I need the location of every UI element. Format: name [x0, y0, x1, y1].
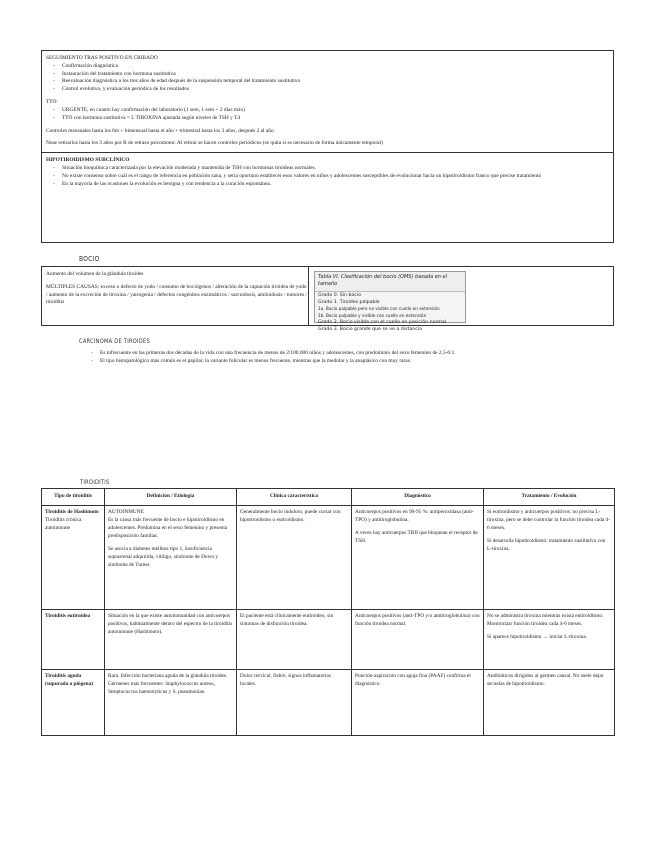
- bocio-box: [41, 266, 614, 333]
- tto-label: TTO:: [46, 99, 58, 106]
- col-header: Clínica característica: [237, 489, 352, 506]
- col-header: Tipo de tiroiditis: [42, 489, 105, 506]
- cell-diagnostico: [352, 506, 484, 610]
- trat-line: Si aparece hipotiroidismo → iniciar L-tiroxina.: [487, 633, 588, 640]
- list-item: - No existe consenso sobre cuál es el rango de referencia en población sana, y sería oportuno establecer esos valores en niños y adolescentes susceptibles de evolucionar hacia un hipotiroidismo franco que precise tratamiento: [62, 173, 609, 181]
- tiroiditis-table: [41, 488, 615, 736]
- bocio-heading: BOCIO: [79, 255, 100, 263]
- cell-clinica: Generalmente bocio indoloro, puede cursar con hipotiroidismo o eutiroidismo.: [237, 506, 352, 610]
- trat-line: Si desarrolla hipotiroidismo: tratamiento sustitutivo con L-tiroxina.: [487, 537, 606, 552]
- cell-tratamiento: Antibióticos dirigidos al germen causal. No suele dejar secuelas de hipotiroidismo.: [484, 670, 615, 736]
- col-header: Diagnóstico: [352, 489, 484, 506]
- list-item: - Instauración del tratamiento con hormona sustitutiva: [62, 71, 609, 79]
- def-line: Gérmenes más frecuentes: Staphylococcus aureus, Streptococcus haemolyticus y S. pneumoniae.: [108, 680, 215, 695]
- bocio-classification-table-image: [314, 271, 466, 333]
- trat-line: Si eutiroidismo y anticuerpos positivos: no precisa L-tiroxina, pero se debe controlar la función tiroidea cada 4-6 meses.: [487, 509, 610, 531]
- grade-row: Grado 2. Bocio visible con el cuello en posición normal: [318, 320, 447, 326]
- def-line: AUTOINMUNE: [108, 509, 144, 515]
- table-row: [42, 670, 615, 736]
- def-line: Se asocia a diabetes mellitus tipo 1, insuficiencia suprarrenal adquirida, vitíligo, síndrome de Down y síndrome de Turner.: [108, 545, 219, 568]
- nuse-text: Nuse retirarlos hasta los 3 años por R de retraso psicomotor. Al retirar se hacen controles periódicos (se quita si es necesario de forma únicamente temporal): [46, 140, 383, 147]
- grade-row: Grado 3. Bocio grande que se ve a distancia: [318, 327, 422, 333]
- type-name: Tiroiditis aguda (supurada o piógena): [45, 673, 93, 687]
- cell-type: [42, 506, 105, 610]
- hipotiroidismo-section: [42, 152, 613, 192]
- def-line: Rara. Infección bacteriana aguda de la glándula tiroides.: [108, 673, 228, 679]
- list-item: - El tipo histopatológico más común es el papilar, la variante folicular es menos frecuente, mientras que la medular y la anaplásico con muy raras.: [100, 357, 604, 365]
- def-line: Es la causa más frecuente de bocio e hipotiroidismo en adolescentes. Predomina en el sexo femenino y presenta predisposición familiar.: [108, 516, 228, 539]
- classification-title: Tabla VI. Clasificación del bocio (OMS) basada en el tamaño: [315, 272, 465, 292]
- grade-row: Grado 1. Tiroides palpable: [318, 299, 380, 305]
- table-row: [42, 506, 615, 610]
- cell-definition: Situación en la que existe autoinmunidad con anticuerpos positivos, habitualmente dentro del espectro de la tiroiditis autoinmune (Hashimoto).: [105, 610, 237, 670]
- seguimiento-title: SEGUIMIENTO TRAS POSITIVO EN CRIBADO: [46, 55, 158, 61]
- type-name: Tiroiditis de Hashimoto: [45, 509, 99, 515]
- cell-diagnostico: Anticuerpos positivos (anti-TPO y/o antitiroglobulina) con función tiroidea normal.: [352, 610, 484, 670]
- list-item: - Es infrecuente en las primeras dos décadas de la vida con una frecuencia de menos de 2/100.000 niños y adolescentes, con predominio del sexo femenino de 2,5-6:1.: [100, 349, 604, 357]
- hipotiroidismo-title: HIPOTIROIDISMO SUBCLÍNICO: [46, 157, 130, 164]
- cell-type: [42, 610, 105, 670]
- cell-diagnostico: Punción-aspiración con aguja fina (PAAF) confirma el diagnóstico.: [352, 670, 484, 736]
- diag-line: A veces hay anticuerpos TBII que bloquean el receptor de TSH.: [355, 529, 478, 544]
- type-subtitle: Tiroiditis crónica autoinmune: [45, 516, 82, 531]
- grade-row: 1b. Bocio palpable y visible con cuello en extensión: [318, 312, 427, 318]
- grade-row: Grado 0. Sin bocio: [318, 292, 362, 298]
- tto-list: [46, 107, 609, 123]
- table-row: [42, 610, 615, 670]
- col-header: Definición / Etiología: [105, 489, 237, 506]
- trat-line: No se administra tiroxina mientras exista eutiroidismo. Monitorizar función tiroidea cada 4-6 meses.: [487, 613, 604, 627]
- cell-definition: [105, 506, 237, 610]
- bocio-text: [42, 267, 312, 311]
- bocio-causas: MÚLTIPLES CAUSAS: exceso o defecto de yodo / consumo de bociógenos / alteración de la captación tiroidea de yodo / aumento de la excreción de tiroxina / yatrogenia / defectos congénitos enzimáticos / sarcoidosis, amiloidosis / tumores / tiroiditis: [46, 283, 307, 306]
- list-item: - Reevaluación diagnóstica a los tres años de edad después de la suspensión temporal del tratamiento sustitutivo: [62, 78, 609, 86]
- list-item: - TTO con hormona sustitutiva = L TIROXINA ajustada según niveles de TSH y T4: [62, 115, 609, 123]
- seguimiento-box: [41, 50, 614, 243]
- type-name: Tiroiditis eutiroidea: [45, 613, 91, 619]
- grade-row: 1a. Bocio palpable pero no visible con cuello en extensión: [318, 306, 440, 312]
- seguimiento-section: [42, 51, 613, 152]
- cell-clinica: El paciente está clínicamente eutiroideo, sin síntomas de disfunción tiroidea.: [237, 610, 352, 670]
- cell-tratamiento: [484, 610, 615, 670]
- bocio-definition: Aumento del volumen de la glándula tiroides: [46, 271, 144, 277]
- carcinoma-heading: CARCINOMA DE TIROIDES: [79, 338, 150, 345]
- list-item: - Control evolutivo, y evaluación periódica de los resultados: [62, 86, 609, 94]
- tiroiditis-heading: TIROIDITIS: [80, 479, 110, 486]
- tiroiditis-table-wrap: [41, 488, 614, 735]
- controles-text: Controles mensuales hasta los 6m + bimensual hasta el año + trimestral hasta los 3 años, después 2 al año: [46, 127, 274, 134]
- cell-clinica: Dolor cervical, fiebre, signos inflamatorios locales.: [237, 670, 352, 736]
- list-item: - Situación bioquímica caracterizada por la elevación moderada y mantenida de TSH con hormonas tiroideas normales.: [62, 165, 609, 173]
- carcinoma-list: [84, 349, 604, 366]
- col-header: Tratamiento / Evolución: [484, 489, 615, 506]
- list-item: - Confirmación diagnóstica: [62, 63, 609, 71]
- list-item: - URGENTE, en cuanto hay confirmación del laboratorio (1 sem, 1 sem + 2 días máx): [62, 107, 609, 115]
- cell-tratamiento: [484, 506, 615, 610]
- hipotiroidismo-list: [46, 165, 609, 188]
- carcinoma-section: [84, 349, 604, 366]
- table-header-row: [42, 489, 615, 506]
- cell-definition: [105, 670, 237, 736]
- list-item: - En la mayoría de las ocasiones la evolución es benigna y con tendencia a la curación espontánea.: [62, 181, 609, 189]
- diag-line: Anticuerpos positivos en 90-95 %: antiperoxidasa (anti-TPO) y antitiroglobulina.: [355, 509, 474, 523]
- seguimiento-list: [46, 63, 609, 94]
- bocio-divider: [308, 267, 309, 325]
- cell-type: [42, 670, 105, 736]
